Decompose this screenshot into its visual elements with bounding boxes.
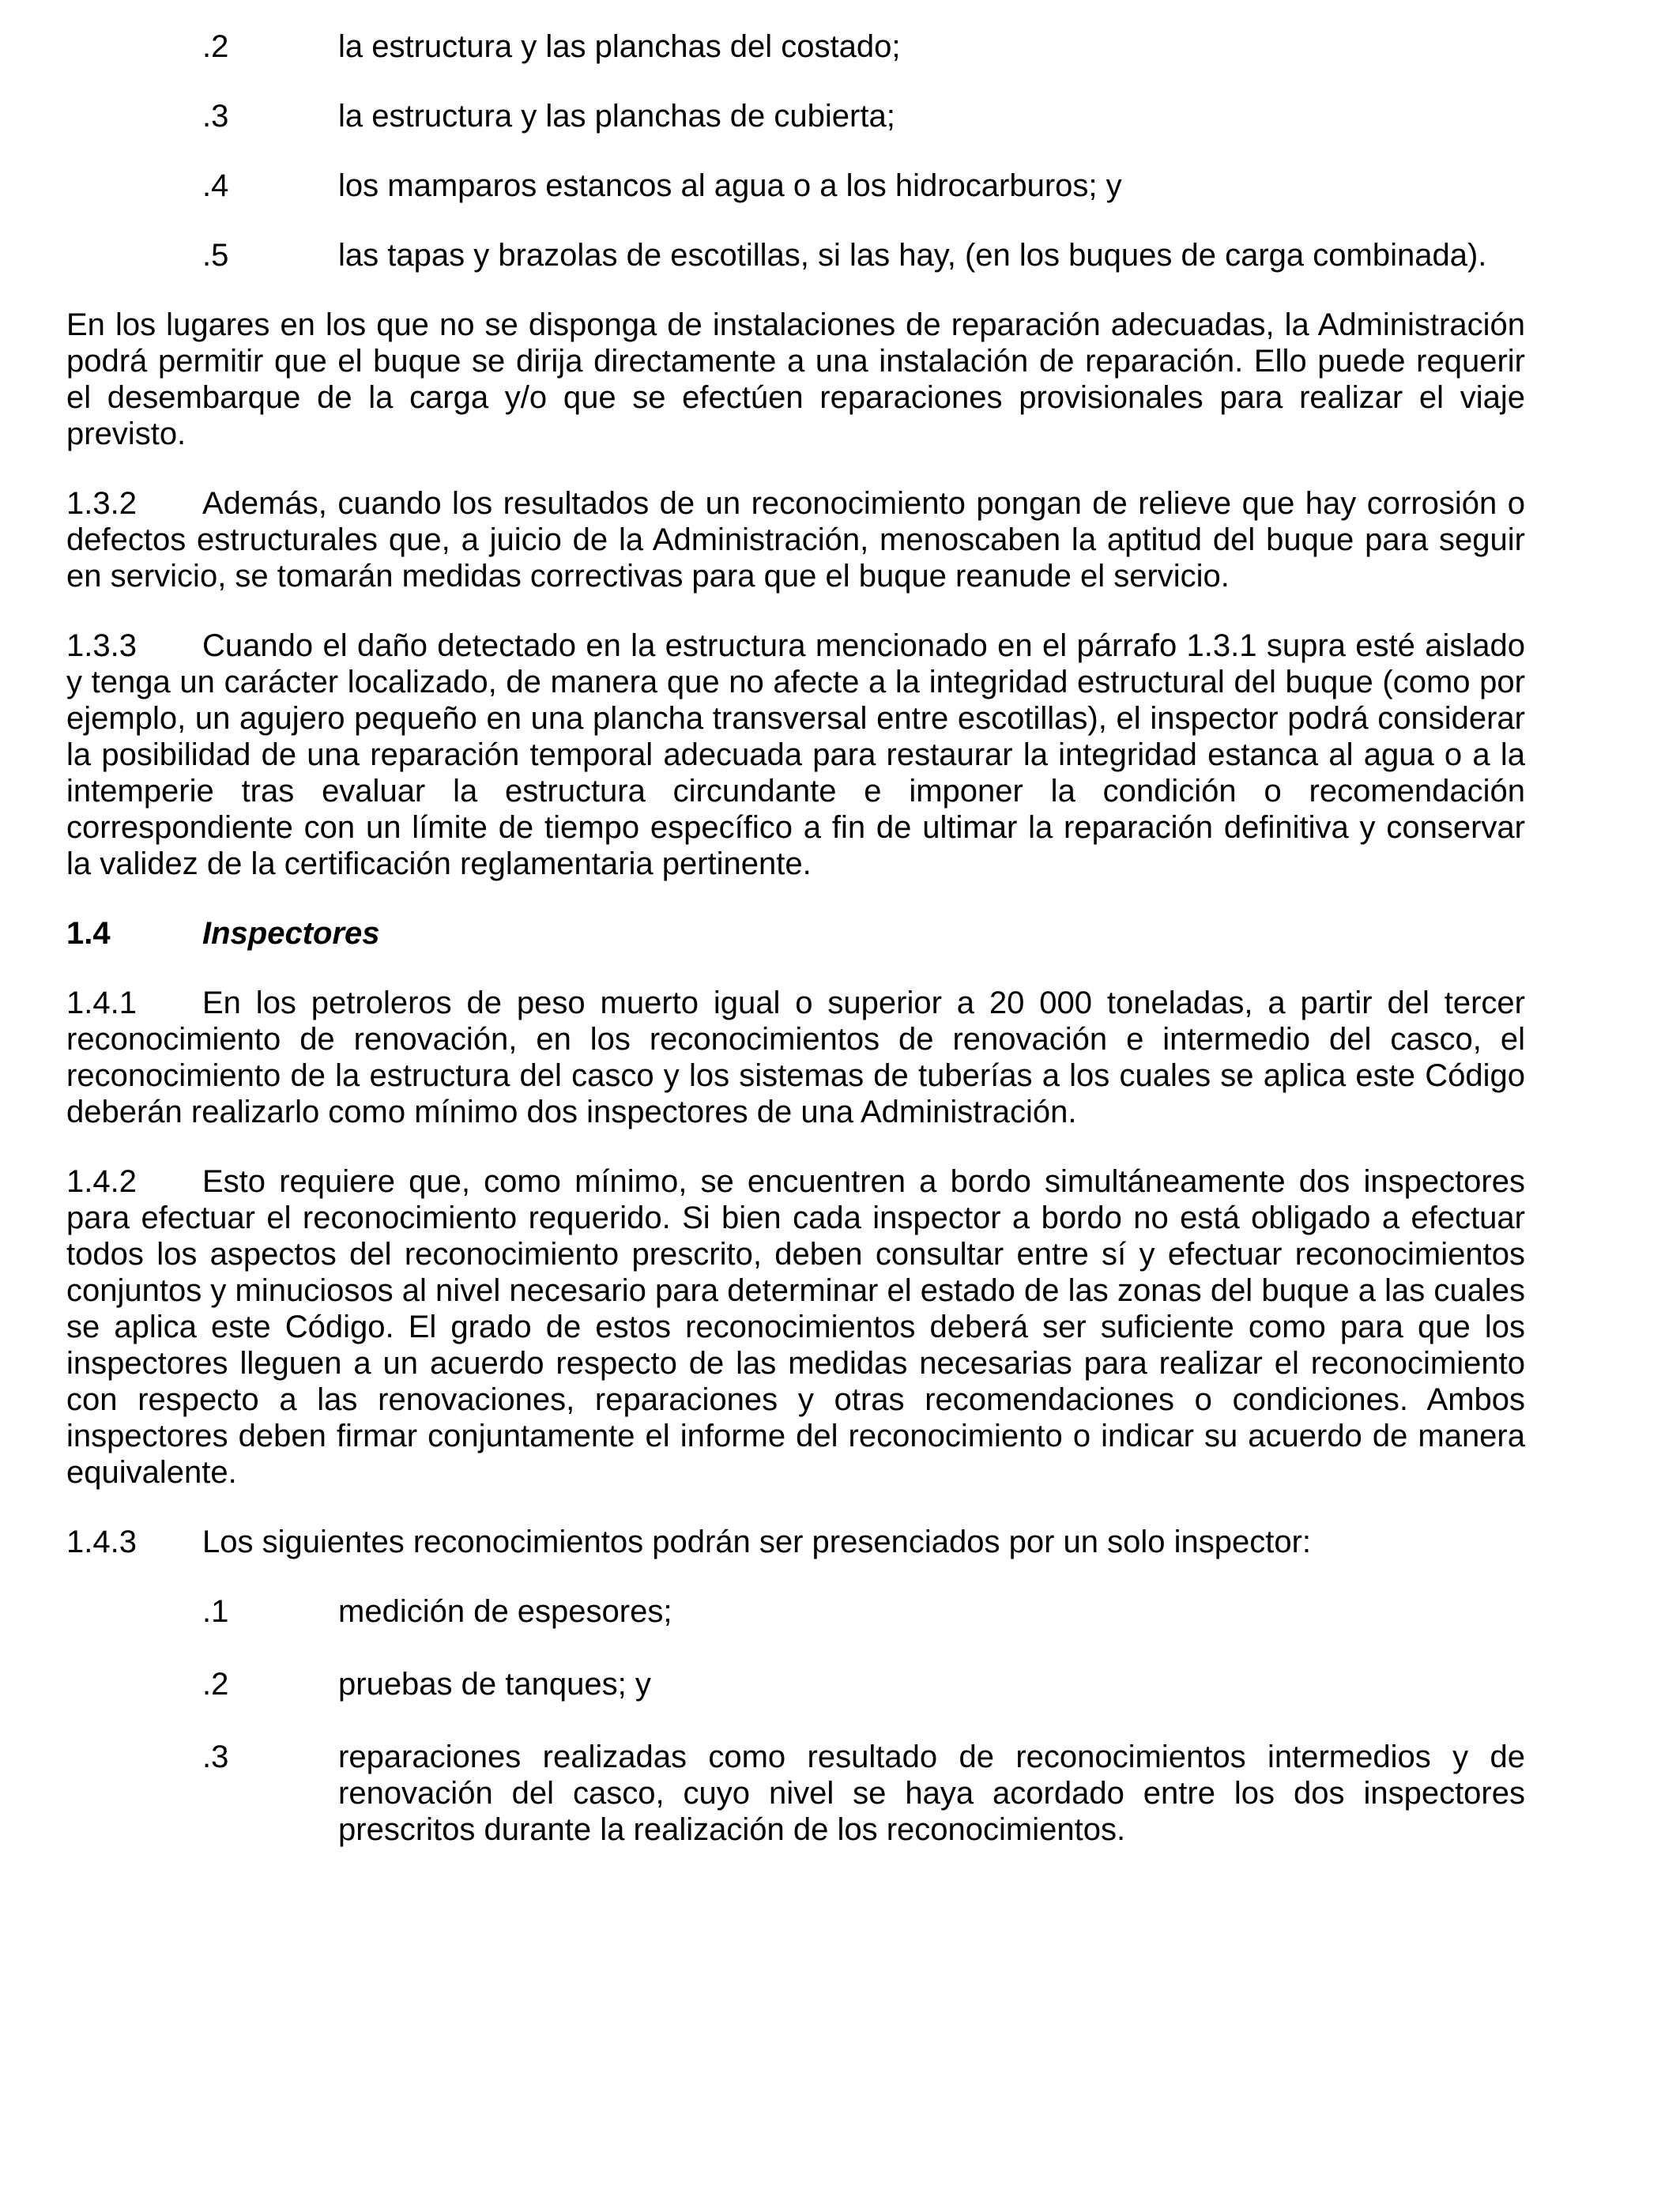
paragraph-number: 1.3.2 [66,486,137,521]
paragraph-text: Esto requiere que, como mínimo, se encuentren a bordo simultáneamente dos inspectores para efectuar el reconocimiento requerido. Si bien cada inspector a bordo no está obligado a efectuar todos los aspectos del reconocimiento prescrito, deben consultar entre sí y efectuar reconocimientos conjuntos y minuciosos al nivel necesario para determinar el estado de las zonas del buque a las cuales se aplica este Código. El grado de estos reconocimientos deberá ser suficiente como para que los inspectores lleguen a un acuerdo respecto de las medidas necesarias para realizar el reconocimiento con respecto a las renovaciones, reparaciones y otras recomendaciones o condiciones. Ambos inspectores deben firmar conjuntamente el informe del reconocimiento o indicar su acuerdo de manera equivalente. [66,1164,1525,1490]
paragraph-number: 1.3.3 [66,628,137,663]
section-heading [66,915,1525,952]
list-item-text: los mamparos estancos al agua o a los hidrocarburos; y [338,168,1122,203]
paragraph-text: Los siguientes reconocimientos podrán ser presenciados por un solo inspector: [202,1525,1312,1559]
list-item [202,168,1525,204]
paragraph-intro: En los lugares en los que no se disponga de instalaciones de reparación adecuadas, la Administración podrá permitir que el buque se dirija directamente a una instalación de reparación. Ello puede requerir el desembarque de la carga y/o que se efectúen reparaciones provisionales para realizar el viaje previsto. [66,307,1525,451]
list-item-text: reparaciones realizadas como resultado de reconocimientos intermedios y de renovación del casco, cuyo nivel se haya acordado entre los dos inspectores prescritos durante la realización de los reconocimientos. [338,1740,1525,1847]
list-item-text: pruebas de tanques; y [338,1667,651,1702]
paragraph-1-3-3 [66,628,1525,882]
paragraph-number: 1.4.2 [66,1164,137,1199]
paragraph-1-4-1 [66,985,1525,1130]
list-item-number: .3 [202,1740,229,1774]
list-item-number: .4 [202,168,229,203]
list-item [202,1666,1525,1702]
paragraph-1-4-3 [66,1524,1525,1560]
paragraph-1-3-2 [66,485,1525,594]
list-item-number: .1 [202,1594,229,1629]
list-item [202,1593,1525,1630]
paragraph-text: Además, cuando los resultados de un reconocimiento pongan de relieve que hay corrosión o defectos estructurales que, a juicio de la Administración, menoscaben la aptitud del buque para seguir en servicio, se tomarán medidas correctivas para que el buque reanude el servicio. [66,486,1525,594]
paragraph-text: Cuando el daño detectado en la estructura mencionado en el párrafo 1.3.1 supra esté aislado y tenga un carácter localizado, de manera que no afecte a la integridad estructural del buque (como por ejemplo, un agujero pequeño en una plancha transversal entre escotillas), el inspector podrá considerar la posibilidad de una reparación temporal adecuada para restaurar la integridad estanca al agua o a la intemperie tras evaluar la estructura circundante e imponer la condición o recomendación correspondiente con un límite de tiempo específico a fin de ultimar la reparación definitiva y conservar la validez de la certificación reglamentaria pertinente. [66,628,1525,881]
list-item-number: .2 [202,1667,229,1702]
list-item [202,28,1525,65]
list-item-text: la estructura y las planchas de cubierta; [338,99,895,134]
section-number: 1.4 [66,916,111,951]
list-item [202,98,1525,134]
list-item-number: .2 [202,29,229,64]
list-item-number: .3 [202,99,229,134]
list-item-number: .5 [202,238,229,273]
section-title: Inspectores [202,916,380,951]
paragraph-text: En los petroleros de peso muerto igual o superior a 20 000 toneladas, a partir del tercer reconocimiento de renovación, en los reconocimientos de renovación e intermedio del casco, el reconocimiento de la estructura del casco y los sistemas de tuberías a los cuales se aplica este Código deberán realizarlo como mínimo dos inspectores de una Administración. [66,986,1525,1129]
list-item-text: medición de espesores; [338,1594,672,1629]
list-item-text: la estructura y las planchas del costado; [338,29,901,64]
list-item [202,1739,1525,1848]
document-page [66,28,1525,1881]
list-item [202,237,1525,273]
paragraph-number: 1.4.3 [66,1525,137,1559]
paragraph-1-4-2 [66,1163,1525,1491]
paragraph-number: 1.4.1 [66,986,137,1020]
list-item-text: las tapas y brazolas de escotillas, si las hay, (en los buques de carga combinada). [338,238,1487,273]
